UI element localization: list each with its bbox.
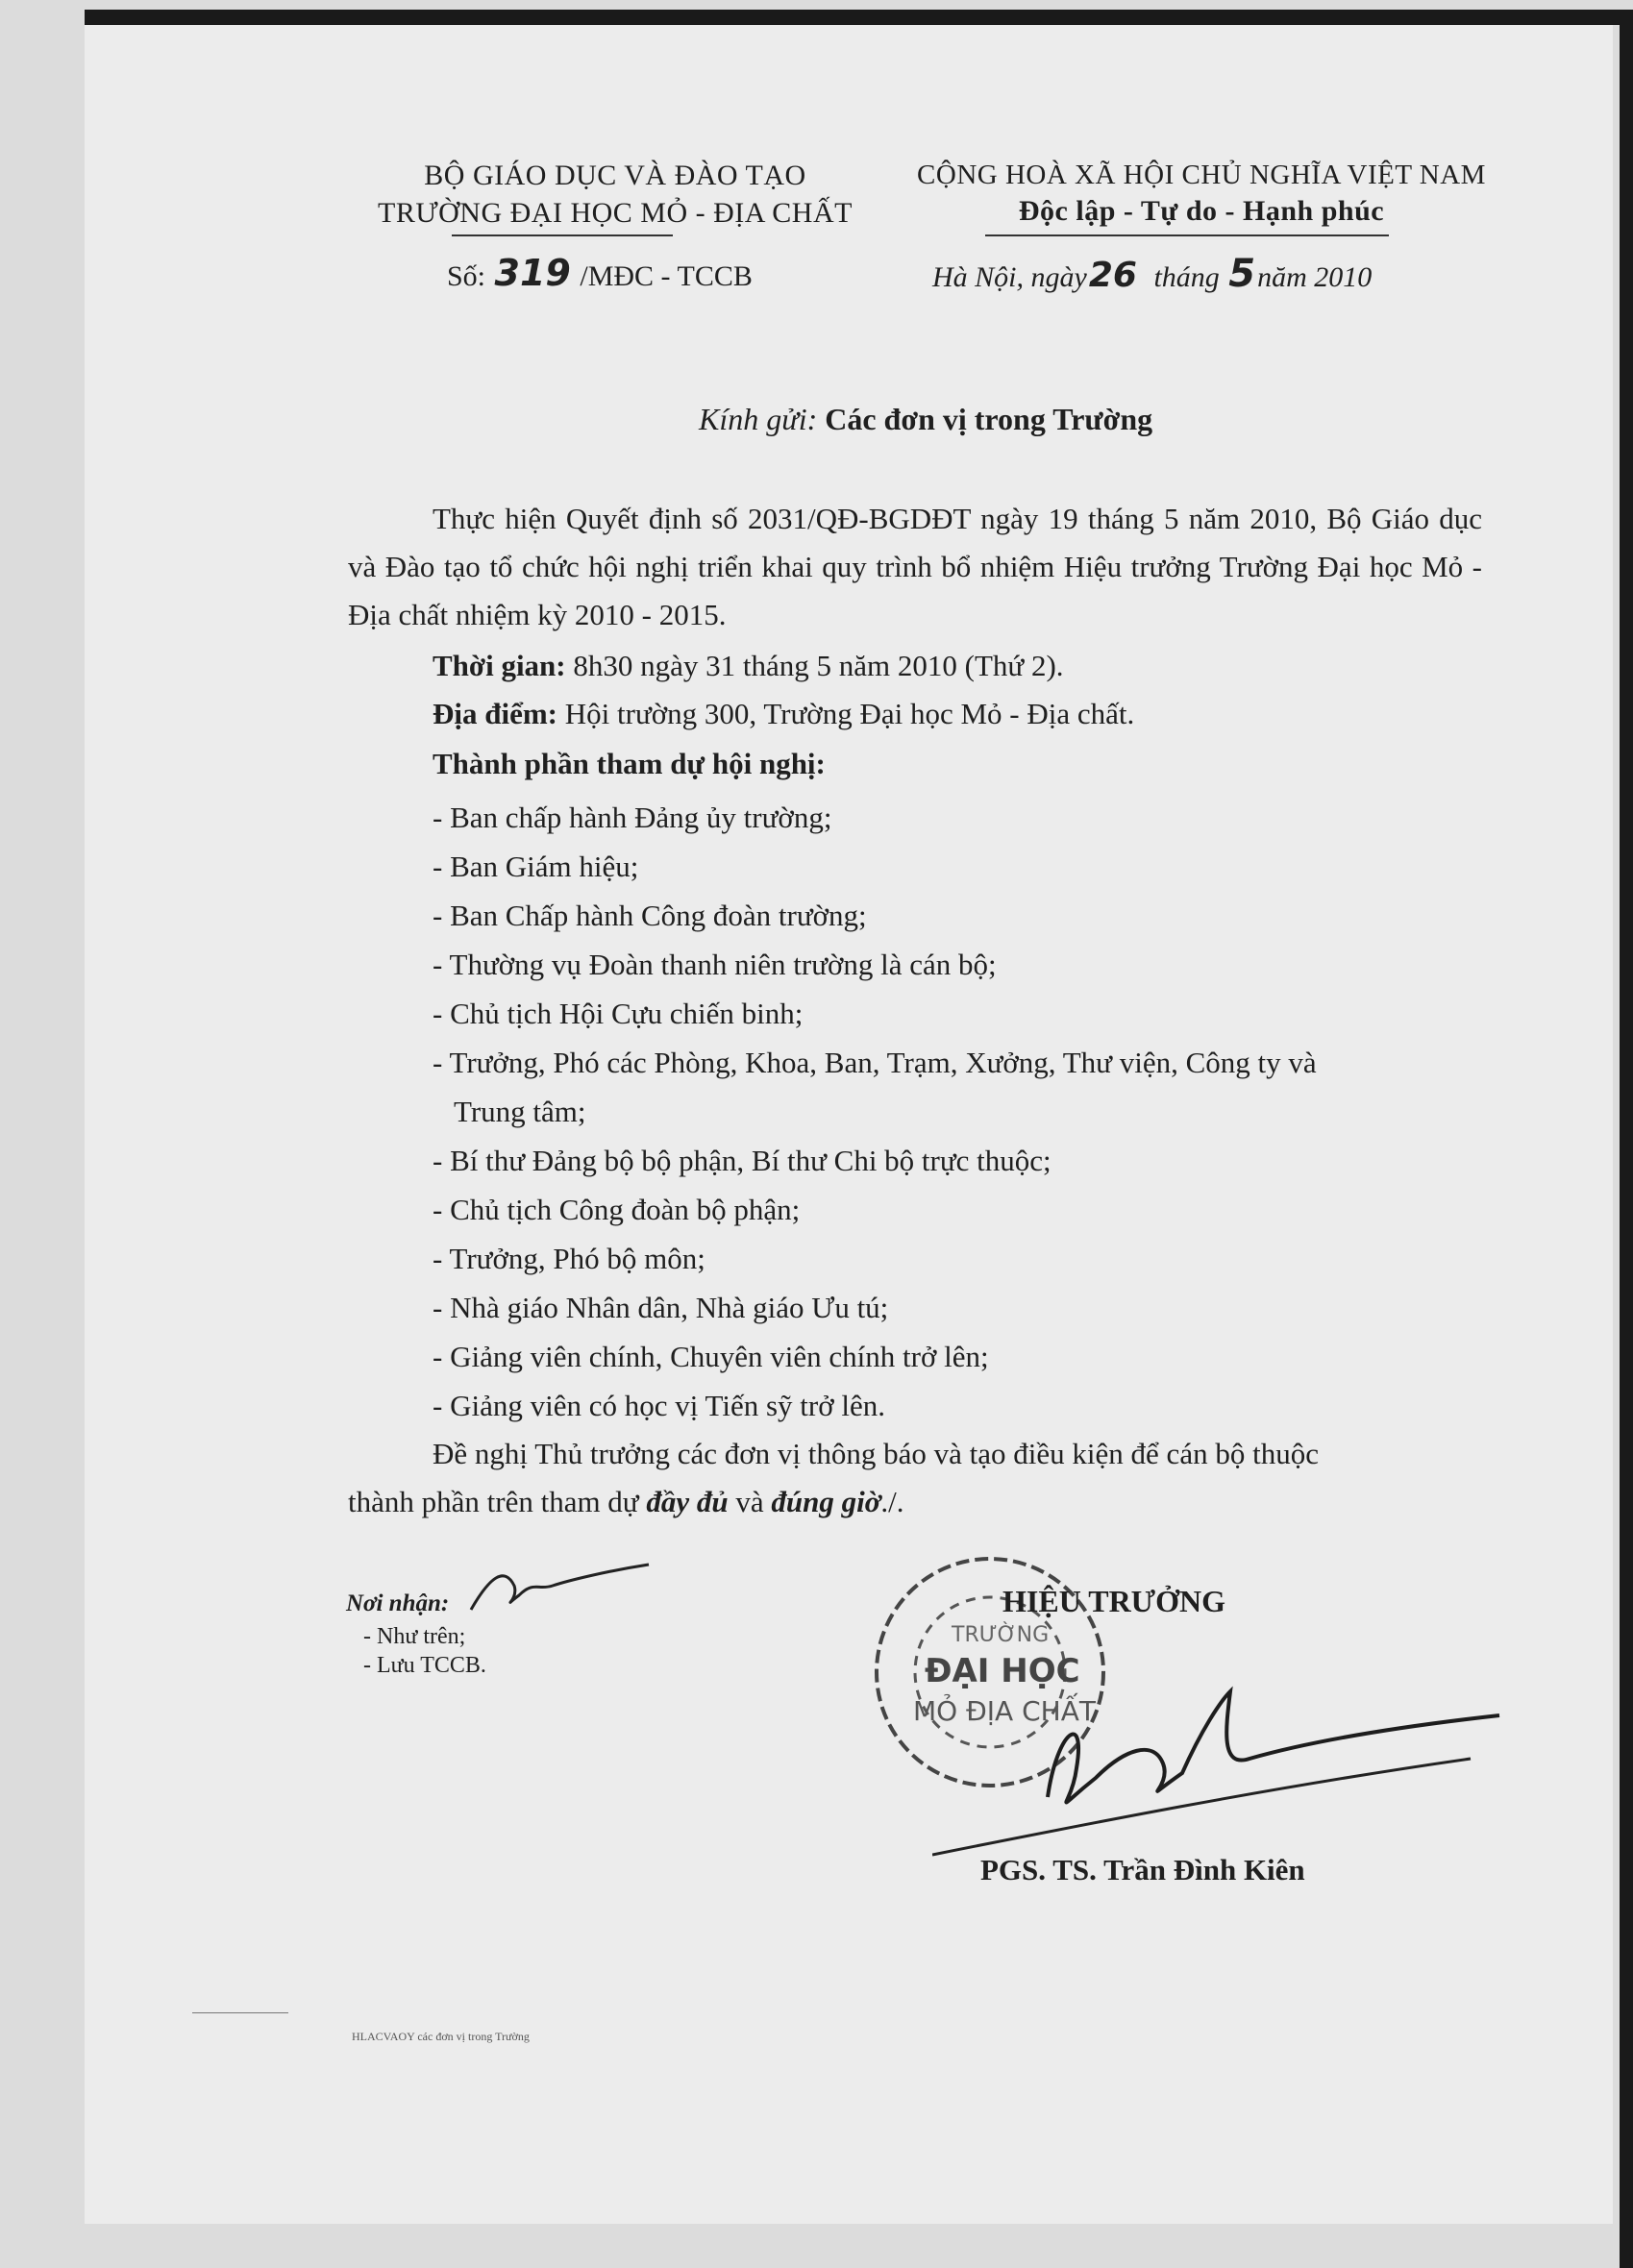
participant-item: - Giảng viên chính, Chuyên viên chính trở lên; (433, 1340, 989, 1373)
participant-item: - Thường vụ Đoàn thanh niên trường là cán bộ; (433, 948, 997, 981)
closing-line-2 (348, 1478, 904, 1526)
participant-item: - Trưởng, Phó các Phòng, Khoa, Ban, Trạm, Xưởng, Thư viện, Công ty và (433, 1046, 1317, 1079)
recipient-item: - Lưu TCCB. (363, 1653, 486, 1678)
participant-item: - Nhà giáo Nhân dân, Nhà giáo Ưu tú; (433, 1291, 889, 1324)
recipients-label: Nơi nhận: (346, 1590, 450, 1616)
number-handwritten: 319 (494, 252, 571, 294)
seal-text-line-3: MỎ ĐỊA CHẤT (913, 1695, 1096, 1727)
meeting-place (433, 690, 1134, 738)
motto-underline (985, 234, 1389, 236)
time-value: 8h30 ngày 31 tháng 5 năm 2010 (Thứ 2). (573, 649, 1064, 682)
ministry-name: BỘ GIÁO DỤC VÀ ĐÀO TẠO (424, 160, 806, 191)
meeting-time (433, 642, 1064, 690)
participant-item: - Ban Giám hiệu; (433, 850, 639, 883)
seal-text-line-2: ĐẠI HỌC (925, 1652, 1080, 1690)
document-date (932, 252, 1372, 296)
salutation (699, 402, 1152, 437)
participant-item: - Ban chấp hành Đảng ủy trường; (433, 801, 832, 834)
number-prefix: Số: (447, 260, 486, 292)
signature-title: HIỆU TRƯỞNG (1002, 1584, 1226, 1618)
footer-divider (192, 2012, 288, 2013)
salutation-recipient: Các đơn vị trong Trường (825, 402, 1153, 436)
national-motto: Độc lập - Tự do - Hạnh phúc (1018, 195, 1385, 227)
salutation-prefix: Kính gửi: (699, 402, 818, 436)
time-label: Thời gian: (433, 649, 566, 682)
header-left-underline (452, 234, 673, 236)
participants-heading: Thành phần tham dự hội nghị: (433, 747, 826, 780)
initials-signature (461, 1557, 654, 1624)
closing-emphasis-1: đầy đủ (646, 1485, 729, 1518)
closing-end: ./. (880, 1485, 904, 1518)
participant-item: - Chủ tịch Hội Cựu chiến binh; (433, 997, 804, 1030)
date-place: Hà Nội, ngày (932, 261, 1087, 293)
number-suffix: /MĐC - TCCB (580, 260, 753, 292)
participant-item-continued: Trung tâm; (454, 1095, 586, 1128)
country-name: CỘNG HOÀ XÃ HỘI CHỦ NGHĨA VIỆT NAM (917, 160, 1486, 190)
seal-text-line-1: TRƯỜNG (952, 1623, 1050, 1647)
document-page (85, 13, 1613, 2224)
scan-border-top (85, 10, 1622, 25)
date-month-label: tháng (1153, 261, 1220, 293)
document-number (447, 252, 753, 294)
closing-line-1: Đề nghị Thủ trưởng các đơn vị thông báo và tạo điều kiện để cán bộ thuộc (433, 1437, 1319, 1470)
body-paragraph-1: Thực hiện Quyết định số 2031/QĐ-BGDĐT ngày 19 tháng 5 năm 2010, Bộ Giáo dục và Đào tạo tổ chức hội nghị triển khai quy trình bổ nhiệm Hiệu trưởng Trường Đại học Mỏ - Địa chất nhiệm kỳ 2010 - 2015. (348, 502, 1482, 631)
participant-item: - Ban Chấp hành Công đoàn trường; (433, 899, 867, 932)
date-year: năm 2010 (1257, 261, 1373, 293)
handwritten-signature (932, 1672, 1509, 1864)
date-month: 5 (1228, 252, 1256, 296)
closing-mid: và (728, 1485, 772, 1518)
participant-item: - Giảng viên có học vị Tiến sỹ trở lên. (433, 1389, 886, 1422)
place-value: Hội trường 300, Trường Đại học Mỏ - Địa chất. (564, 697, 1135, 730)
signer-name: PGS. TS. Trần Đình Kiên (980, 1853, 1305, 1886)
recipient-item: - Như trên; (363, 1624, 466, 1649)
participant-item: - Bí thư Đảng bộ bộ phận, Bí thư Chi bộ trực thuộc; (433, 1144, 1052, 1177)
date-day: 26 (1088, 256, 1137, 295)
footer-file-note: HLACVAOY các đơn vị trong Trường (352, 2030, 530, 2043)
participant-item: - Trưởng, Phó bộ môn; (433, 1242, 705, 1275)
participant-item: - Chủ tịch Công đoàn bộ phận; (433, 1193, 801, 1226)
university-name: TRƯỜNG ĐẠI HỌC MỎ - ĐỊA CHẤT (378, 197, 853, 229)
place-label: Địa điểm: (433, 697, 558, 730)
closing-prefix: thành phần trên tham dự (348, 1485, 647, 1518)
closing-emphasis-2: đúng giờ (771, 1485, 881, 1518)
scan-border-right (1620, 10, 1633, 2268)
